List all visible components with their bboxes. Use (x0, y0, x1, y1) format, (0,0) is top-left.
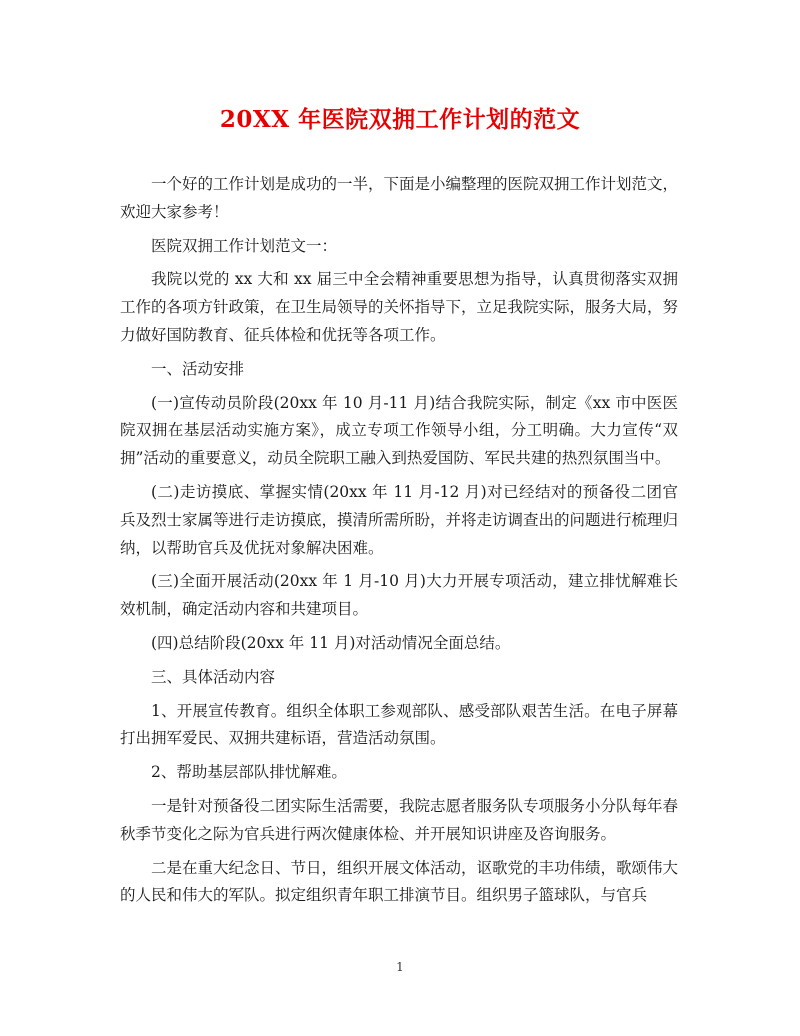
page-number: 1 (396, 960, 404, 974)
paragraph-stage-two: (二)走访摸底、掌握实情(20xx 年 11 月-12 月)对已经结对的预备役二团官兵及烈士家属等进行走访摸底，摸清所需所盼，并将走访调查出的问题进行梳理归纳，以帮助官兵及优抚对象解决困难。 (120, 482, 679, 557)
paragraph-stage-four: (四)总结阶段(20xx 年 11 月)对活动情况全面总结。 (151, 633, 511, 652)
paragraph-point-two: 二是在重大纪念日、节日，组织开展文体活动，讴歌党的丰功伟绩，歌颂伟大的人民和伟大的军队。拟定组织青年职工排演节目。组织男子篮球队，与官兵 (120, 858, 679, 905)
paragraph-guideline: 我院以党的 xx 大和 xx 届三中全会精神重要思想为指导，认真贯彻落实双拥工作的各项方针政策，在卫生局领导的关怀指导下，立足我院实际，服务大局，努力做好国防教育、征兵体检和优抚等各项工作。 (120, 270, 679, 344)
paragraph-sample-heading: 医院双拥工作计划范文一： (151, 236, 338, 255)
paragraph-stage-three: (三)全面开展活动(20xx 年 1 月-10 月)大力开展专项活动，建立排忧解难长效机制，确定活动内容和共建项目。 (120, 572, 678, 619)
document-title: 20XX 年医院双拥工作计划的范文 (219, 106, 581, 133)
paragraph-stage-one: (一)宣传动员阶段(20xx 年 10 月-11 月)结合我院实际，制定《xx 市中医医院双拥在基层活动实施方案》，成立专项工作领导小组，分工明确。大力宣传“双拥”活动的重要意义，动员全院职工融入到热爱国防、军民共建的热烈氛围当中。 (120, 393, 678, 468)
section-heading-activity-arrangement: 一、活动安排 (151, 359, 245, 378)
document-body (120, 171, 678, 916)
section-heading-specific-activities: 三、具体活动内容 (151, 667, 276, 686)
paragraph-item-two: 2、帮助基层部队排忧解难。 (151, 763, 347, 782)
paragraph-intro: 一个好的工作计划是成功的一半，下面是小编整理的医院双拥工作计划范文，欢迎大家参考！ (120, 175, 679, 221)
paragraph-item-one: 1、开展宣传教育。组织全体职工参观部队、感受部队艰苦生活。在电子屏幕打出拥军爱民、双拥共建标语，营造活动氛围。 (120, 701, 678, 748)
paragraph-point-one: 一是针对预备役二团实际生活需要，我院志愿者服务队专项服务小分队每年春秋季节变化之际为官兵进行两次健康体检、并开展知识讲座及咨询服务。 (120, 796, 679, 843)
